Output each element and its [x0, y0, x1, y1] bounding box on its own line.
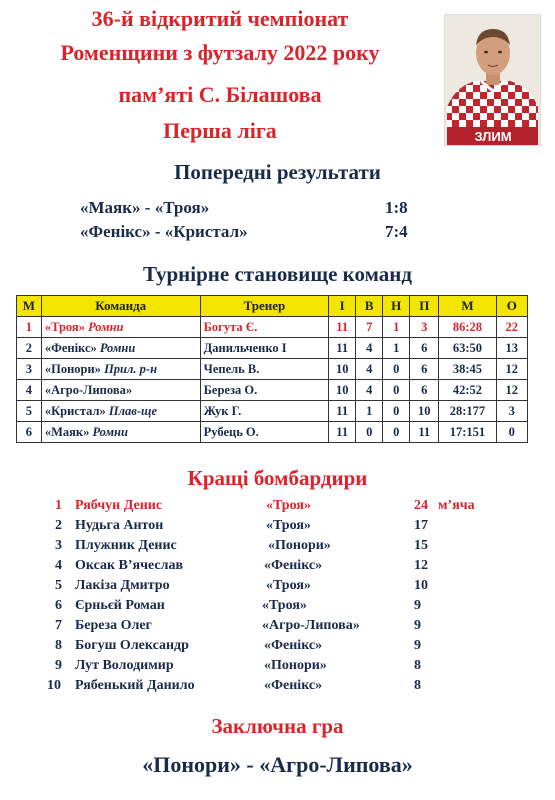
row-losses: 6 — [410, 338, 439, 359]
row-goals: 63:50 — [439, 338, 496, 359]
scorer-goals: 8 — [414, 658, 421, 673]
prelim-match-2-score: 7:4 — [385, 222, 408, 241]
top-scorers-title: Кращі бомбардири — [187, 466, 368, 490]
scorer-row — [0, 618, 555, 638]
row-wins: 1 — [356, 401, 383, 422]
row-draws: 0 — [383, 380, 410, 401]
row-goals: 28:177 — [439, 401, 496, 422]
row-team — [41, 401, 200, 422]
row-losses: 3 — [410, 317, 439, 338]
col-header-losses: П — [410, 296, 439, 317]
row-team — [41, 338, 200, 359]
row-goals: 86:28 — [439, 317, 496, 338]
team-name: «Фенікс» — [44, 340, 97, 355]
scorer-name: Береза Олег — [75, 618, 152, 633]
col-header-team: Команда — [41, 296, 200, 317]
scorer-name: Рябчун Денис — [75, 498, 163, 513]
row-pos: 4 — [17, 380, 42, 401]
row-pos: 6 — [17, 422, 42, 443]
team-name: «Маяк» — [44, 424, 90, 439]
row-pos: 5 — [17, 401, 42, 422]
row-coach: Рубець О. — [200, 422, 329, 443]
row-games: 11 — [329, 401, 356, 422]
standings-header-row — [17, 296, 528, 317]
player-photo — [444, 14, 541, 146]
row-coach: Данильченко І — [200, 338, 329, 359]
table-row — [17, 359, 528, 380]
scorer-team: «Агро-Липова» — [262, 618, 360, 633]
scorer-name: Єрньєй Роман — [75, 598, 165, 613]
shirt-lettering: ЗЛИМ — [474, 129, 512, 144]
player-photo-image — [445, 15, 540, 145]
row-losses: 10 — [410, 401, 439, 422]
row-goals: 17:151 — [439, 422, 496, 443]
scorer-goals: 8 — [414, 678, 421, 693]
row-points: 22 — [496, 317, 527, 338]
scorer-goals: 9 — [414, 598, 421, 613]
scorer-team: «Троя» — [262, 598, 307, 613]
row-wins: 7 — [356, 317, 383, 338]
scorer-goals: 15 — [414, 538, 428, 553]
row-losses: 6 — [410, 359, 439, 380]
standings-table — [16, 295, 528, 443]
scorer-rank: 2 — [55, 518, 62, 533]
table-row — [17, 422, 528, 443]
scorer-team: «Понори» — [268, 538, 331, 553]
row-draws: 0 — [383, 422, 410, 443]
scorer-goals: 24 — [414, 498, 428, 513]
table-row — [17, 317, 528, 338]
row-coach: Береза О. — [200, 380, 329, 401]
scorer-row — [0, 598, 555, 618]
row-team — [41, 317, 200, 338]
scorer-rank: 9 — [55, 658, 62, 673]
row-points: 12 — [496, 359, 527, 380]
team-name: «Понори» — [44, 361, 101, 376]
row-games: 11 — [329, 422, 356, 443]
row-team — [41, 380, 200, 401]
scorer-rank: 6 — [55, 598, 62, 613]
row-goals: 42:52 — [439, 380, 496, 401]
prelim-match-1-teams: «Маяк» - «Троя» — [80, 198, 210, 217]
scorer-name: Оксак В’ячеслав — [75, 558, 184, 573]
scorer-name: Лакіза Дмитро — [75, 578, 170, 593]
scorer-row — [0, 538, 555, 558]
league-title: Перша ліга — [163, 118, 277, 143]
row-draws: 1 — [383, 317, 410, 338]
row-draws: 0 — [383, 359, 410, 380]
row-points: 12 — [496, 380, 527, 401]
title-line-2: Роменщини з футзалу 2022 року — [60, 40, 380, 65]
row-points: 3 — [496, 401, 527, 422]
team-town: Ромни — [92, 424, 128, 439]
scorer-name: Богуш Олександр — [75, 638, 189, 653]
col-header-pos: М — [17, 296, 42, 317]
row-coach: Богута Є. — [200, 317, 329, 338]
scorer-name: Нудьга Антон — [75, 518, 164, 533]
scorer-team: «Фенікс» — [264, 638, 323, 653]
scorer-team: «Троя» — [266, 498, 311, 513]
scorer-team: «Фенікс» — [264, 558, 323, 573]
row-wins: 4 — [356, 359, 383, 380]
row-games: 10 — [329, 380, 356, 401]
row-wins: 4 — [356, 338, 383, 359]
table-row — [17, 401, 528, 422]
scorer-rank: 5 — [55, 578, 62, 593]
scorer-row — [0, 658, 555, 678]
team-town: Ромни — [88, 319, 124, 334]
row-pos: 2 — [17, 338, 42, 359]
scorer-team: «Троя» — [266, 518, 311, 533]
col-header-points: О — [496, 296, 527, 317]
scorer-goals: 9 — [414, 618, 421, 633]
scorer-rank: 7 — [55, 618, 62, 633]
scorer-row — [0, 498, 555, 518]
scorer-rank: 3 — [55, 538, 62, 553]
team-name: «Троя» — [44, 319, 85, 334]
table-row — [17, 338, 528, 359]
team-town: Прил. р-н — [104, 361, 158, 376]
col-header-games: І — [329, 296, 356, 317]
title-line-1: 36-й відкритий чемпіонат — [91, 6, 349, 31]
final-game-match: «Понори» - «Агро-Липова» — [142, 752, 413, 777]
scorer-goals: 9 — [414, 638, 421, 653]
scorer-goals: 12 — [414, 558, 428, 573]
row-pos: 1 — [17, 317, 42, 338]
row-pos: 3 — [17, 359, 42, 380]
col-header-goals: М — [439, 296, 496, 317]
table-row — [17, 380, 528, 401]
final-game-title: Заключна гра — [211, 714, 344, 738]
col-header-coach: Тренер — [200, 296, 329, 317]
scorer-row — [0, 638, 555, 658]
scorer-row — [0, 578, 555, 598]
scorer-rank: 1 — [55, 498, 62, 513]
col-header-draws: Н — [383, 296, 410, 317]
team-town: Плав-ще — [108, 403, 158, 418]
standings-title: Турнірне становище команд — [143, 262, 412, 286]
team-name: «Агро-Липова» — [44, 382, 133, 397]
scorer-name: Плужник Денис — [75, 538, 177, 553]
row-points: 13 — [496, 338, 527, 359]
row-coach: Жук Г. — [200, 401, 329, 422]
prelim-match-1-score: 1:8 — [385, 198, 408, 217]
row-coach: Чепель В. — [200, 359, 329, 380]
scorer-rank: 8 — [55, 638, 62, 653]
row-games: 11 — [329, 317, 356, 338]
scorer-team: «Фенікс» — [264, 678, 323, 693]
row-goals: 38:45 — [439, 359, 496, 380]
row-draws: 0 — [383, 401, 410, 422]
scorer-team: «Понори» — [264, 658, 327, 673]
team-name: «Кристал» — [44, 403, 106, 418]
col-header-wins: В — [356, 296, 383, 317]
team-town: Ромни — [99, 340, 136, 355]
row-games: 11 — [329, 338, 356, 359]
row-losses: 6 — [410, 380, 439, 401]
scorer-goals: 17 — [414, 518, 428, 533]
scorer-team: «Троя» — [266, 578, 311, 593]
scorer-name: Рябенький Данило — [75, 678, 195, 693]
prelim-match-2-teams: «Фенікс» - «Кристал» — [80, 222, 248, 241]
row-games: 10 — [329, 359, 356, 380]
scorer-goals-unit: м’яча — [438, 498, 475, 513]
row-wins: 4 — [356, 380, 383, 401]
scorer-rank: 10 — [47, 678, 61, 693]
scorer-rank: 4 — [55, 558, 62, 573]
row-draws: 1 — [383, 338, 410, 359]
row-team — [41, 359, 200, 380]
scorer-row — [0, 558, 555, 578]
scorer-name: Лут Володимир — [75, 658, 174, 673]
row-team — [41, 422, 200, 443]
scorer-row — [0, 678, 555, 698]
scorer-goals: 10 — [414, 578, 428, 593]
row-points: 0 — [496, 422, 527, 443]
row-wins: 0 — [356, 422, 383, 443]
row-losses: 11 — [410, 422, 439, 443]
scorer-row — [0, 518, 555, 538]
prelim-results-title: Попередні результати — [174, 160, 381, 184]
title-line-3: пам’яті С. Білашова — [118, 82, 322, 107]
